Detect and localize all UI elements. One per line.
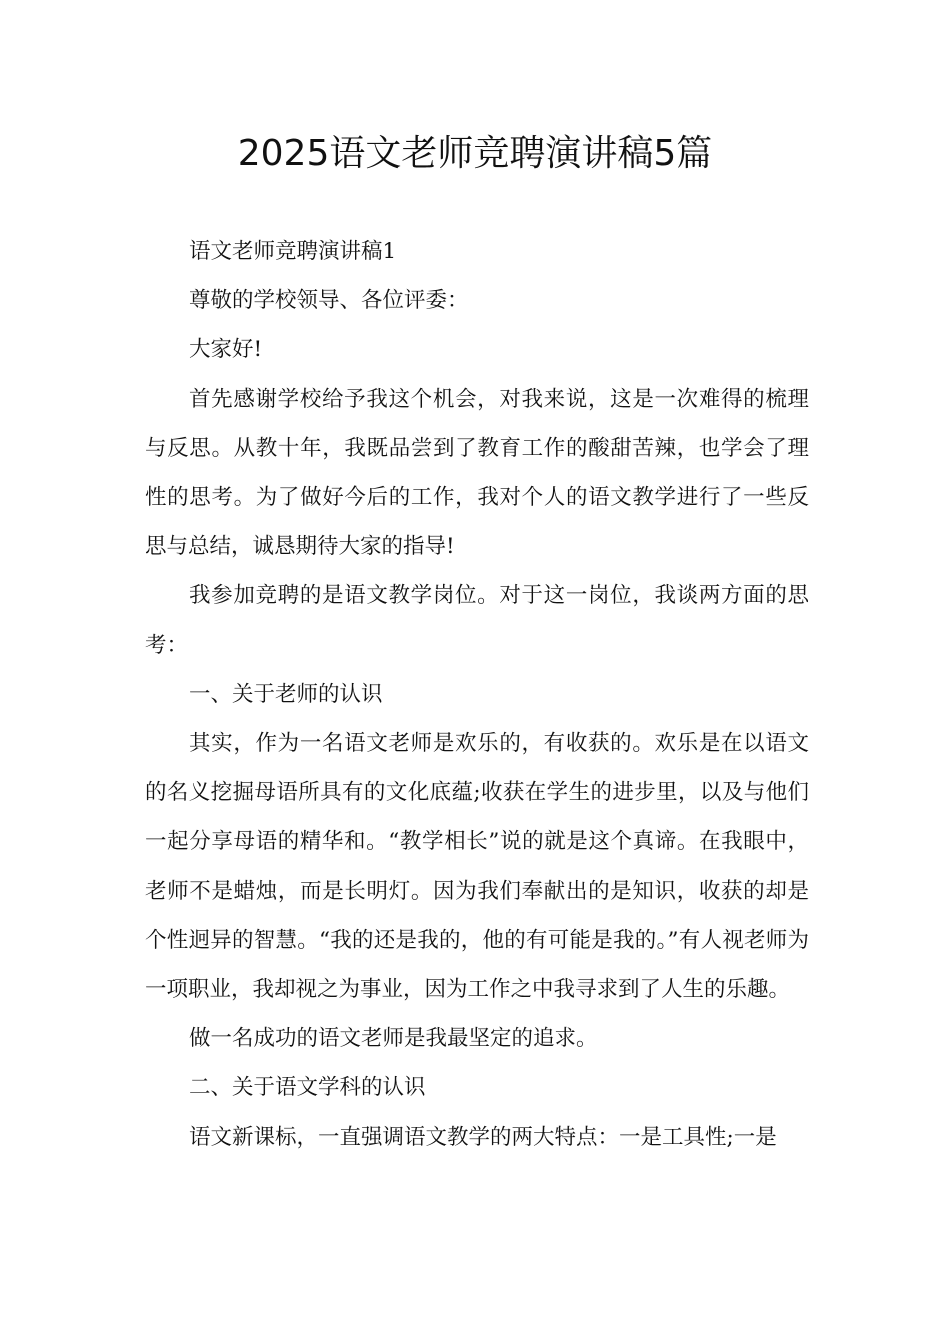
body-paragraph: 做一名成功的语文老师是我最坚定的追求。 xyxy=(189,1026,598,1052)
document-body xyxy=(145,227,809,1162)
salutation: 尊敬的学校领导、各位评委： xyxy=(189,288,469,314)
section-heading: 一、关于老师的认识 xyxy=(189,681,383,707)
body-paragraph: 其实，作为一名语文老师是欢乐的，有收获的。欢乐是在以语文的名义挖掘母语所具有的文化底蕴;收获在学生的进步里，以及与他们一起分享母语的精华和。“教学相长”说的就是这个真谛。在我眼中，老师不是蜡烛，而是长明灯。因为我们奉献出的是知识，收获的却是个性迥异的智慧。“我的还是我的，他的有可能是我的。”有人视老师为一项职业，我却视之为事业，因为工作之中我寻求到了人生的乐趣。 xyxy=(145,731,809,1003)
document-title: 2025语文老师竞聘演讲稿5篇 xyxy=(237,133,713,174)
greeting: 大家好! xyxy=(189,337,263,363)
body-paragraph: 我参加竞聘的是语文教学岗位。对于这一岗位，我谈两方面的思考： xyxy=(145,583,809,658)
speech-heading: 语文老师竞聘演讲稿1 xyxy=(189,239,397,264)
section-heading: 二、关于语文学科的认识 xyxy=(189,1075,426,1101)
body-paragraph: 首先感谢学校给予我这个机会，对我来说，这是一次难得的梳理与反思。从教十年，我既品尝到了教育工作的酸甜苦辣，也学会了理性的思考。为了做好今后的工作，我对个人的语文教学进行了一些反思与总结，诚恳期待大家的指导! xyxy=(145,386,809,560)
body-paragraph: 语文新课标，一直强调语文教学的两大特点：一是工具性;一是 xyxy=(189,1124,777,1150)
